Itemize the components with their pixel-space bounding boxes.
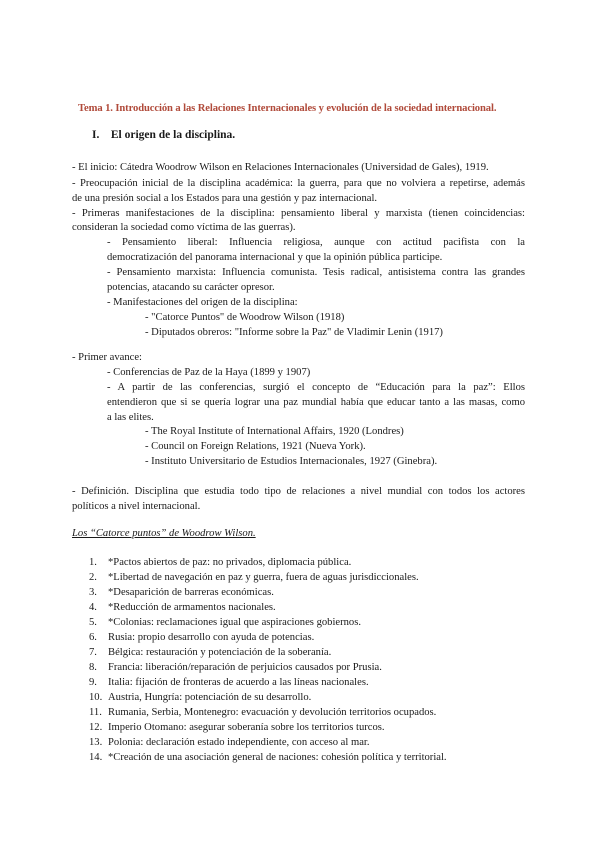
list-item <box>72 735 447 750</box>
text-line: consideran la sociedad como víctima de las guerras). <box>72 222 296 233</box>
list-item <box>72 600 447 615</box>
text-line: - The Royal Institute of International Affairs, 1920 (Londres) <box>145 426 404 437</box>
list-item-text: Rusia: propio desarrollo con ayuda de potencias. <box>108 632 315 643</box>
text-line: potencias, atacando su carácter opresor. <box>107 282 275 293</box>
list-item <box>72 630 447 645</box>
list-item <box>72 555 447 570</box>
text-line: - Conferencias de Paz de la Haya (1899 y 1907) <box>107 367 311 378</box>
list-item-number: 10. <box>89 692 103 703</box>
list-item-number: 14. <box>89 752 103 763</box>
list-item-number: 12. <box>89 722 103 733</box>
text-line: - A partir de las conferencias, surgió el concepto de “Educación para la paz”: Ellos <box>107 382 525 393</box>
text-line: - Pensamiento marxista: Influencia comunista. Tesis radical, antisistema contra las grandes <box>107 267 525 278</box>
list-item-text: *Pactos abiertos de paz: no privados, diplomacia pública. <box>108 557 352 568</box>
list-item-text: Francia: liberación/reparación de perjuicios causados por Prusia. <box>108 662 382 673</box>
text-line: - Primer avance: <box>72 352 143 363</box>
list-item-text: Italia: fijación de fronteras de acuerdo a las líneas nacionales. <box>108 677 369 688</box>
list-item <box>72 585 447 600</box>
list-item-number: 11. <box>89 707 102 718</box>
text-line: entendieron que si se quería lograr una paz mundial había que educar tanto a las masas, como <box>107 397 525 408</box>
list-item-text: *Reducción de armamentos nacionales. <box>108 602 276 613</box>
text-line: - Pensamiento liberal: Influencia religiosa, aunque con actitud pacifista con la <box>107 237 525 248</box>
text-line: democratización del panorama internacional y que la opinión pública participe. <box>107 252 443 263</box>
list-item <box>72 720 447 735</box>
fourteen-points-list <box>72 555 447 765</box>
list-item-text: *Creación de una asociación general de naciones: cohesión política y territorial. <box>108 752 447 763</box>
list-item-number: 4. <box>89 602 97 613</box>
list-item-number: 6. <box>89 632 97 643</box>
text-line: - Preocupación inicial de la disciplina académica: la guerra, para que no volviera a repetirse, además <box>72 178 525 189</box>
list-item <box>72 570 447 585</box>
text-line: - El inicio: Cátedra Woodrow Wilson en Relaciones Internacionales (Universidad de Gales), 1919. <box>72 162 489 173</box>
text-line: de una presión social a los Estados para una gestión y paz internacional. <box>72 193 378 204</box>
section-number: I. <box>92 129 100 141</box>
list-item-number: 3. <box>89 587 97 598</box>
list-item-number: 9. <box>89 677 97 688</box>
list-item-text: Austria, Hungría: potenciación de su desarrollo. <box>108 692 312 703</box>
list-item-number: 13. <box>89 737 103 748</box>
text-line: políticos a nivel internacional. <box>72 501 201 512</box>
list-item-number: 8. <box>89 662 97 673</box>
text-line: a las elites. <box>107 412 154 423</box>
list-item-number: 5. <box>89 617 97 628</box>
list-item-text: Imperio Otomano: asegurar soberanía sobre los territorios turcos. <box>108 722 385 733</box>
list-item-text: Bélgica: restauración y potenciación de la soberanía. <box>108 647 332 658</box>
section-title: El origen de la disciplina. <box>110 129 236 141</box>
text-line: - Council on Foreign Relations, 1921 (Nueva York). <box>145 441 366 452</box>
text-line: - Definición. Disciplina que estudia todo tipo de relaciones a nivel mundial con todos los actores <box>72 486 525 497</box>
text-line: - Manifestaciones del origen de la disciplina: <box>107 297 298 308</box>
list-item <box>72 690 447 705</box>
list-item-text: Rumania, Serbia, Montenegro: evacuación y devolución territorios ocupados. <box>108 707 437 718</box>
text-line: - Primeras manifestaciones de la disciplina: pensamiento liberal y marxista (tienen coincidencias: <box>72 208 525 219</box>
list-item <box>72 660 447 675</box>
list-item-number: 1. <box>89 557 97 568</box>
list-item-text: *Desaparición de barreras económicas. <box>108 587 274 598</box>
list-item-number: 7. <box>89 647 97 658</box>
text-line: - Diputados obreros: "Informe sobre la Paz" de Vladimir Lenin (1917) <box>145 327 443 338</box>
section-heading <box>92 129 235 141</box>
document-title: Tema 1. Introducción a las Relaciones Internacionales y evolución de la sociedad internacional. <box>78 103 497 114</box>
list-item <box>72 750 447 765</box>
list-item-text: *Libertad de navegación en paz y guerra, fuera de aguas jurisdiccionales. <box>108 572 419 583</box>
list-item-text: Polonia: declaración estado independiente, con acceso al mar. <box>108 737 370 748</box>
list-item <box>72 645 447 660</box>
points-heading: Los “Catorce puntos” de Woodrow Wilson. <box>72 528 256 539</box>
list-item-text: *Colonias: reclamaciones igual que aspiraciones gobiernos. <box>108 617 361 628</box>
text-line: - "Catorce Puntos" de Woodrow Wilson (1918) <box>145 312 345 323</box>
list-item-number: 2. <box>89 572 97 583</box>
text-line: - Instituto Universitario de Estudios Internacionales, 1927 (Ginebra). <box>145 456 438 467</box>
list-item <box>72 675 447 690</box>
list-item <box>72 705 447 720</box>
list-item <box>72 615 447 630</box>
